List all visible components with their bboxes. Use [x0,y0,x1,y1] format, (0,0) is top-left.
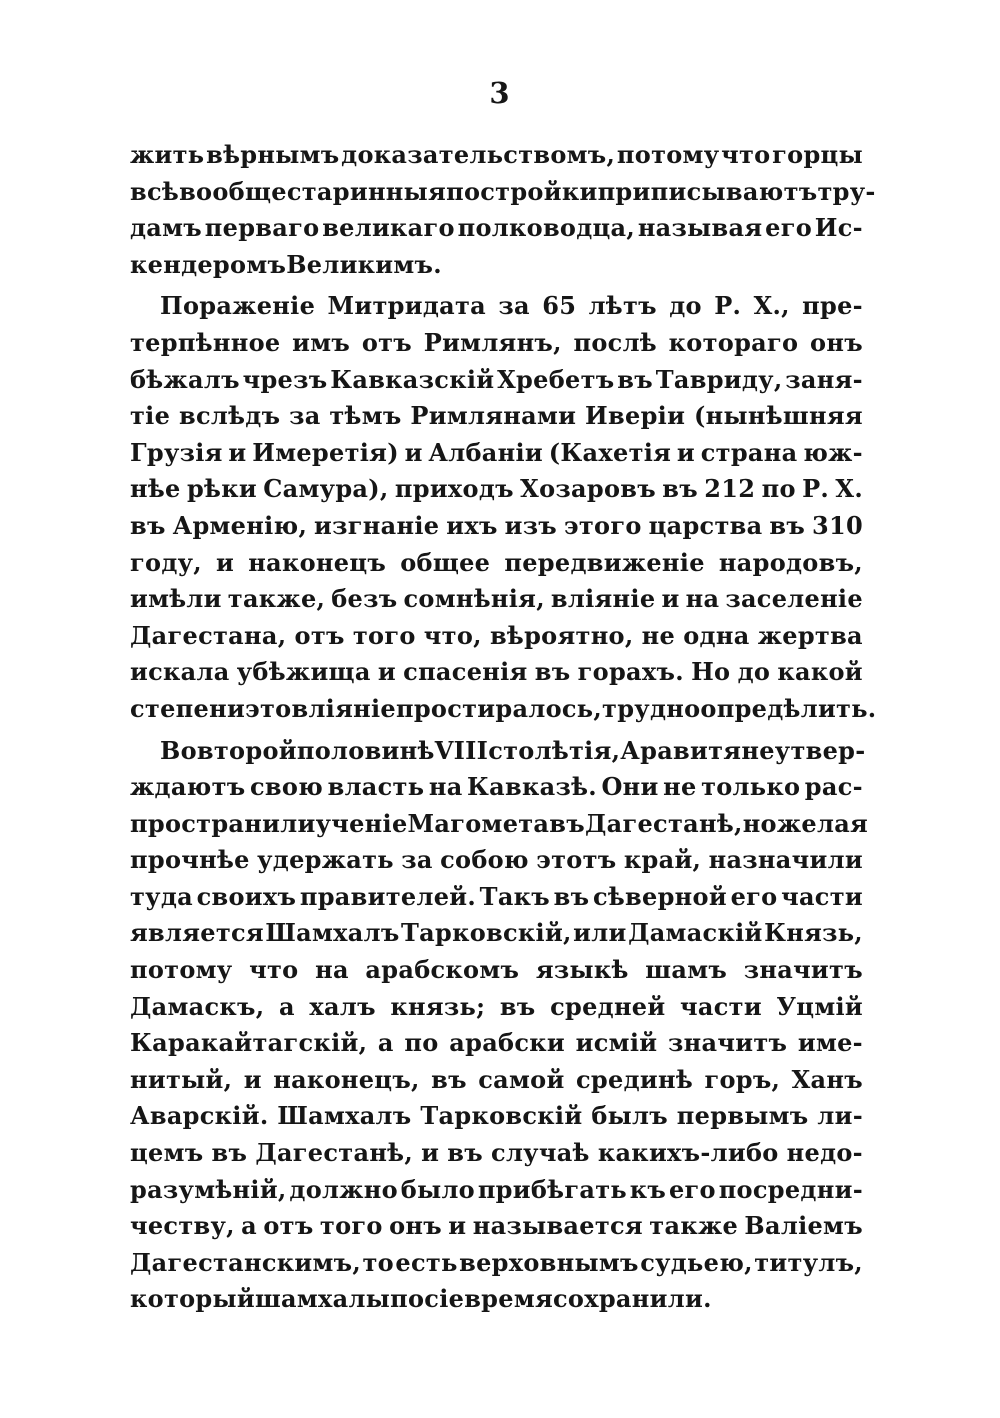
paragraph [130,137,876,283]
text-line [130,435,863,472]
word: и [661,584,680,614]
word: что [721,140,771,169]
word: что [249,955,299,985]
word: Шамхалъ [277,1101,412,1131]
word: ждаютъ [130,772,246,802]
word: Во [160,735,197,765]
word: горъ, [704,1064,781,1094]
word: Аварскій. [130,1101,269,1131]
word: въ [769,510,806,540]
word: верховнымъ [459,1247,639,1277]
word: и [243,1064,262,1094]
word: Но [691,657,731,687]
word: лѣтъ [588,291,657,321]
word: терпѣнное [130,327,281,357]
word: князь; [390,991,486,1021]
word: Они [601,772,659,802]
word: (Кахетія [548,437,672,467]
word: старинныя [286,176,447,206]
text-line [130,508,863,545]
word: называя [637,213,763,243]
word: въ [617,364,653,394]
word: изъ [504,510,558,540]
word: шамъ [645,955,728,985]
word: горцы [772,140,863,169]
text-line [130,362,863,399]
word: ли- [817,1101,863,1131]
word: его [668,1174,716,1204]
word: горахъ. [577,657,684,687]
word: прочнѣе [130,845,250,875]
word: 65 [542,291,577,321]
text-line [130,806,869,843]
word: приходъ [394,474,514,504]
text-line [130,879,863,916]
text-line [130,1135,863,1172]
word: честву, [130,1211,235,1241]
word: тѣмъ [329,401,402,431]
word: общее [400,547,491,577]
text-line [130,1245,863,1282]
word: онъ [389,1211,442,1241]
word: народовъ, [718,547,863,577]
word: или [573,918,627,948]
word: опредѣлить. [700,693,877,723]
word: Хозаровъ [520,474,656,504]
word: арабскомъ [365,955,520,985]
word: желая [776,808,869,838]
word: и [216,547,235,577]
text-line [130,1025,863,1062]
word: цемъ [130,1138,204,1168]
word: первымъ [676,1101,809,1131]
word: и [421,1138,440,1168]
word: сіе [424,1284,465,1314]
word: значитъ [743,955,863,985]
word: этотъ [536,845,617,875]
word: Такъ [479,881,551,911]
text-line [130,842,863,879]
word: въ [130,510,166,540]
word: изгнаніе [314,510,440,540]
word: сомнѣнія, [403,584,545,614]
word: прибѣгать [477,1174,627,1204]
text-line [130,654,863,691]
word: а [278,991,295,1021]
word: этого [563,510,642,540]
text-line [130,952,863,989]
text-line [130,1062,863,1099]
word: 212 [704,474,756,504]
text-line [130,325,863,362]
word: случаѣ [491,1138,590,1168]
word: Великимъ. [286,249,442,279]
word: срединѣ [576,1064,694,1094]
word: своихъ [196,881,297,911]
word: по [761,474,796,504]
word: въ [499,991,536,1021]
word: пре- [802,291,863,321]
word: имъ [292,327,351,357]
word: который [130,1284,255,1314]
text-line [130,733,866,770]
text-line [130,618,863,655]
word: жить [130,140,205,169]
word: за [401,845,433,875]
text-line [130,174,876,211]
word: Римлянами [410,401,577,431]
word: а [241,1211,258,1241]
word: какой [777,657,863,687]
word: степени [130,693,246,723]
word: того [352,620,416,650]
word: Дамаскъ, [130,991,265,1021]
text-line [130,989,863,1026]
word: не [641,620,676,650]
word: Тарковскій, [400,918,572,948]
word: вѣроятно, [489,620,634,650]
word: перваго [204,213,320,243]
word: всѣ [130,176,180,206]
word: было [400,1174,475,1204]
text-line [130,1172,863,1209]
word: свою [249,772,324,802]
word: въ [553,881,590,911]
word: и [676,437,696,467]
word: Митридата [327,291,487,321]
word: называется [472,1211,643,1241]
word: отъ [263,1211,314,1241]
word: только [701,772,801,802]
word: 310 [812,510,863,540]
word: и [377,657,396,687]
word: части [680,991,762,1021]
word: Римлянъ, [423,327,562,357]
word: жертва [757,620,863,650]
word: до [669,291,702,321]
word: второй [196,735,297,765]
word: постройки [446,176,598,206]
word: Самура), [263,474,389,504]
word: трудно [602,693,701,723]
word: то [362,1247,394,1277]
word: и [228,437,247,467]
word: на [428,772,463,802]
word: нитый, [130,1064,233,1094]
word: отъ [361,327,413,357]
word: должно [289,1174,398,1204]
word: въ [211,1138,248,1168]
word: Ис- [814,213,863,243]
word: Х., [753,291,790,321]
word: ихъ [446,510,498,540]
word: на [685,584,720,614]
word: халъ [309,991,376,1021]
word: онъ [810,327,863,357]
word: Дамаскій [628,918,763,948]
page-number: 3 [489,76,511,110]
word: значитъ [668,1028,788,1058]
word: Имеретія) [252,437,399,467]
word: и [404,437,423,467]
text-line [130,247,863,284]
word: Кавказскій [330,364,495,394]
word: что, [423,620,482,650]
word: шамхалы [254,1284,391,1314]
word: пространили [130,808,316,838]
word: Арменію, [172,510,308,540]
word: Р. [714,291,742,321]
word: бѣжалъ [130,364,240,394]
word: (нынѣшняя [693,401,863,431]
word: въ [447,1138,483,1168]
word: до [737,657,771,687]
word: убѣжища [236,657,371,687]
word: по [404,1028,439,1058]
word: приписываютъ [597,176,818,206]
word: Тарковскій [420,1101,583,1131]
word: послѣ [573,327,657,357]
word: Иверіи [585,401,686,431]
word: арабски [449,1028,566,1058]
word: Р. [802,474,830,504]
word: Албаніи [428,437,544,467]
paragraph [130,288,877,727]
word: Хребетъ [497,364,615,394]
word: туда [130,881,193,911]
word: наконецъ, [273,1064,420,1094]
word: къ [629,1174,667,1204]
text-line [130,1208,863,1245]
word: отъ [294,620,345,650]
word: Шамхалъ [265,918,400,948]
word: время [464,1284,554,1314]
word: рас- [804,772,863,802]
word: не [663,772,697,802]
word: вліяніе [291,693,396,723]
word: передвиженіе [504,547,705,577]
text-line [130,691,877,728]
word: Магомета [407,808,550,838]
word: Уцмій [776,991,863,1021]
word: царства [648,510,763,540]
word: Пораженіе [160,291,316,321]
word: его [765,213,813,243]
word: страна [700,437,798,467]
word: части [781,881,863,911]
word: Дагестана, [130,620,287,650]
word: тіе [130,401,171,431]
body-text [130,137,877,1318]
word: въ [431,1064,467,1094]
word: по [390,1284,425,1314]
word: есть [395,1247,458,1277]
word: дамъ [130,213,203,243]
word: искала [130,657,230,687]
word: является [130,918,264,948]
word: Валіемъ [744,1211,863,1241]
word: назначили [708,845,863,875]
text-line [130,545,863,582]
word: рѣки [186,474,257,504]
word: ученіе [315,808,408,838]
word: безъ [331,584,398,614]
word: титулъ, [754,1247,863,1277]
text-line [130,581,863,618]
word: году, [130,547,202,577]
text-line [130,1281,863,1318]
word: име- [797,1028,863,1058]
word: въ [549,808,585,838]
word: въ [662,474,698,504]
word: кендеромъ [130,249,287,279]
text-line [130,915,863,952]
word: спасенія [403,657,528,687]
word: но [742,808,777,838]
paragraph [130,733,869,1319]
word: Князь, [764,918,863,948]
word: вслѣдъ [178,401,281,431]
word: недо- [786,1138,863,1168]
word: заселеніе [725,584,863,614]
word: Дагестанскимъ, [130,1247,362,1277]
text-line [130,398,863,435]
word: тру- [817,176,876,206]
word: нѣе [130,474,181,504]
word: юж- [803,437,863,467]
word: средней [550,991,666,1021]
word: а [377,1028,394,1058]
word: сѣверной [592,881,727,911]
word: наконецъ [248,547,387,577]
word: Дагестанѣ, [584,808,743,838]
word: того [319,1211,383,1241]
word: какихъ-либо [597,1138,779,1168]
word: Кавказѣ. [467,772,597,802]
word: власть [327,772,425,802]
word: сохранили. [553,1284,712,1314]
word: самой [478,1064,565,1094]
text-line [130,210,863,247]
word: котораго [668,327,799,357]
word: собою [440,845,529,875]
word: въ [534,657,571,687]
word: удержать [257,845,394,875]
word: чрезъ [242,364,328,394]
word: потому [616,140,720,169]
word: былъ [591,1101,668,1131]
word: вліяніе [550,584,656,614]
word: на [315,955,349,985]
text-line [130,288,863,325]
word: правителей. [299,881,477,911]
word: край, [623,845,702,875]
word: полководца, [457,213,636,243]
word: также [649,1211,739,1241]
word: вообще [179,176,287,206]
word: половинѣ [296,735,435,765]
word: одна [683,620,750,650]
word: также, [227,584,326,614]
text-line [130,471,863,508]
word: и [448,1211,467,1241]
word: простиралось, [395,693,603,723]
text-line [130,1098,863,1135]
word: за [289,401,321,431]
word: VIII [434,735,489,765]
word: потому [130,955,233,985]
word: исмій [575,1028,658,1058]
word: за [498,291,530,321]
word: это [245,693,292,723]
word: вѣрнымъ [206,140,340,169]
word: великаго [322,213,455,243]
word: утвер- [774,735,866,765]
word: Грузія [130,437,223,467]
word: его [730,881,778,911]
word: судьею, [640,1247,753,1277]
word: столѣтія, [488,735,621,765]
word: разумѣній, [130,1174,287,1204]
text-line [130,137,863,174]
word: посредни- [718,1174,863,1204]
word: Тавриду, [655,364,783,394]
word: доказательствомъ, [341,140,616,169]
word: заня- [785,364,863,394]
word: Аравитяне [620,735,775,765]
word: имѣли [130,584,222,614]
word: Каракайтагскій, [130,1028,368,1058]
text-line [130,769,863,806]
word: Х. [835,474,863,504]
word: Дагестанѣ, [255,1138,414,1168]
word: Ханъ [791,1064,863,1094]
word: языкѣ [535,955,629,985]
